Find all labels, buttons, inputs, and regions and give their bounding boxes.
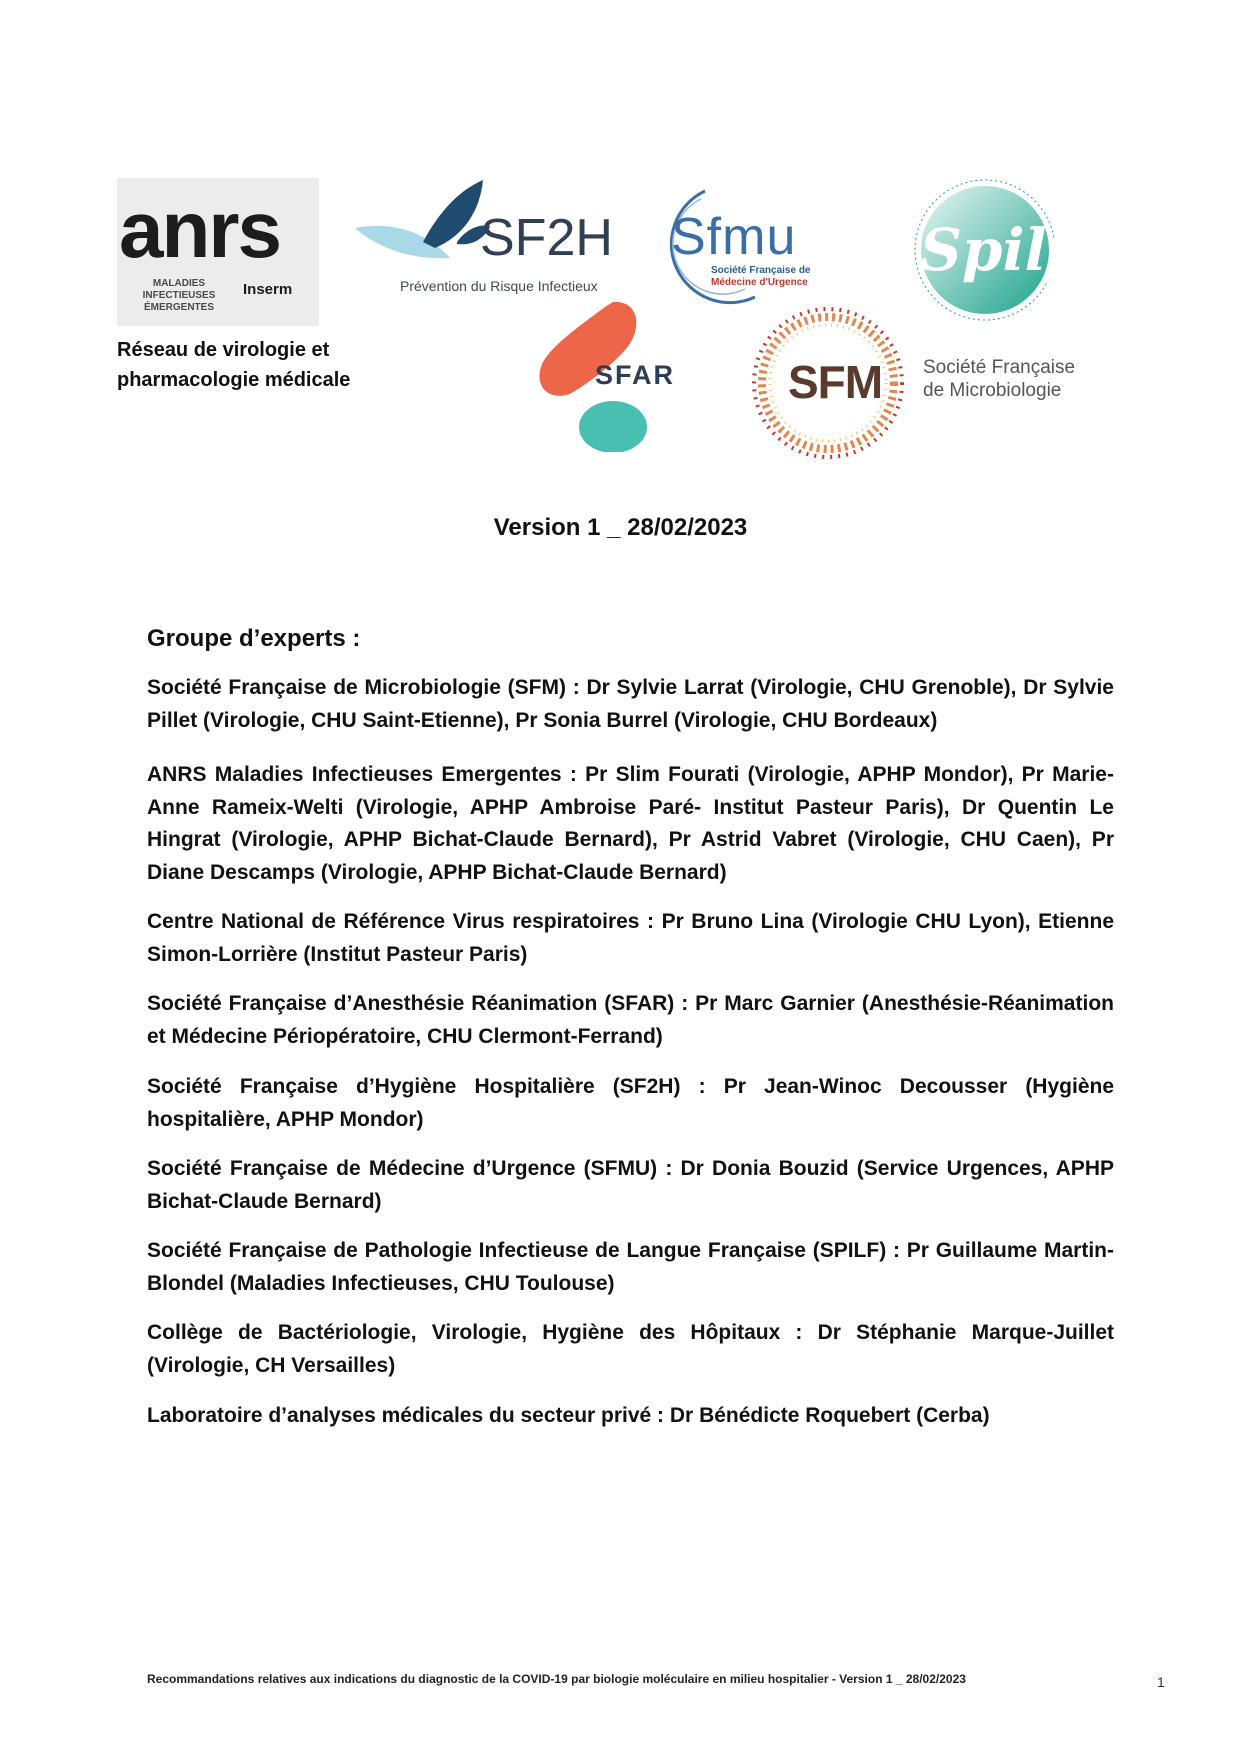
expert-org: Société Française de Pathologie Infectieuse de Langue Française (SPILF) : [147, 1239, 900, 1262]
expert-entry-sfm [147, 672, 1114, 737]
sfar-logo [535, 302, 705, 452]
sfar-wordmark: SFAR [595, 360, 676, 390]
page-number: 1 [1157, 1674, 1165, 1690]
sfm-logo [748, 303, 908, 463]
document-version: Version 1 _ 28/02/2023 [493, 514, 748, 541]
expert-members: Dr Stéphanie Marque-Juillet (Virologie, CH Versailles) [147, 1321, 1114, 1377]
expert-members: Pr Guillaume Martin-Blondel (Maladies Infectieuses, CHU Toulouse) [147, 1239, 1114, 1295]
spilf-logo [905, 178, 1072, 323]
expert-entry-private-lab [147, 1400, 1114, 1433]
sfmu-wordmark: Sfmu [671, 208, 797, 266]
experts-heading: Groupe d’experts : [147, 625, 361, 652]
anrs-logo [117, 178, 319, 326]
expert-members: Pr Marc Garnier (Anesthésie-Réanimation et Médecine Périopératoire, CHU Clermont-Ferrand) [147, 992, 1114, 1048]
expert-members: Dr Bénédicte Roquebert (Cerba) [669, 1404, 990, 1427]
expert-org: ANRS Maladies Infectieuses Emergentes : [147, 763, 577, 786]
expert-org: Société Française d’Hygiène Hospitalière (SF2H) : [147, 1075, 706, 1098]
expert-org: Centre National de Référence Virus respiratoires : [147, 910, 655, 933]
sfmu-tagline-line2: Médecine d'Urgence [711, 277, 808, 288]
sfm-wordmark: SFM [788, 356, 883, 408]
expert-members: Pr Jean-Winoc Decousser (Hygiène hospitalière, APHP Mondor) [147, 1075, 1114, 1131]
expert-org: Collège de Bactériologie, Virologie, Hygiène des Hôpitaux : [147, 1321, 803, 1344]
inserm-wordmark: Inserm [243, 281, 293, 298]
anrs-subtitle: MALADIES INFECTIEUSES ÉMERGENTES [142, 278, 216, 313]
expert-org: Laboratoire d’analyses médicales du secteur privé : [147, 1404, 665, 1427]
page-footer: Recommandations relatives aux indications du diagnostic de la COVID-19 par biologie moléculaire en milieu hospitalier - Version 1 _ 28/02/2023 [147, 1672, 966, 1686]
expert-members: Pr Slim Fourati (Virologie, APHP Mondor), Pr Marie-Anne Rameix-Welti (Virologie, APHP Ambroise Paré- Institut Pasteur Paris), Dr Quentin Le Hingrat (Virologie, APHP Bichat-Claude Bernard), Pr Astrid Vabret (Virologie, CHU Caen), Pr Diane Descamps (Virologie, APHP Bichat-Claude Bernard) [147, 763, 1114, 884]
expert-entry-cnr [147, 906, 1114, 971]
sfmu-logo [645, 185, 830, 310]
expert-entry-anrs [147, 759, 1114, 889]
expert-org: Société Française d’Anesthésie Réanimation (SFAR) : [147, 992, 689, 1015]
sfmu-tagline [711, 265, 811, 289]
expert-members: Pr Bruno Lina (Virologie CHU Lyon), Etienne Simon-Lorrière (Institut Pasteur Paris) [147, 910, 1114, 966]
expert-members: Dr Donia Bouzid (Service Urgences, APHP Bichat-Claude Bernard) [147, 1157, 1114, 1213]
expert-org: Société Française de Microbiologie (SFM) : [147, 676, 580, 699]
expert-org: Société Française de Médecine d’Urgence (SFMU) : [147, 1157, 673, 1180]
sfmu-tagline-line1: Société Française de [711, 265, 811, 276]
sf2h-wordmark: SF2H [480, 209, 613, 267]
sf2h-tagline: Prévention du Risque Infectieux [400, 278, 598, 294]
expert-entry-sf2h [147, 1071, 1114, 1136]
network-caption-line2: pharmacologie médicale [117, 369, 351, 391]
expert-members: Dr Sylvie Larrat (Virologie, CHU Grenoble), Dr Sylvie Pillet (Virologie, CHU Saint-Etienne), Pr Sonia Burrel (Virologie, CHU Bordeaux) [147, 676, 1114, 732]
expert-entry-sfar [147, 988, 1114, 1053]
expert-entry-spilf [147, 1235, 1114, 1300]
anrs-wordmark: anrs [119, 185, 280, 274]
network-caption [117, 335, 377, 395]
expert-entry-sfmu [147, 1153, 1114, 1218]
sfm-full-name [923, 356, 1075, 402]
sfm-name-line2: de Microbiologie [923, 380, 1062, 401]
sfm-name-line1: Société Française [923, 357, 1076, 378]
expert-entry-college [147, 1317, 1114, 1382]
sf2h-logo [355, 180, 625, 300]
network-caption-line1: Réseau de virologie et [117, 339, 330, 361]
spilf-wordmark: Spilf [920, 216, 1072, 284]
